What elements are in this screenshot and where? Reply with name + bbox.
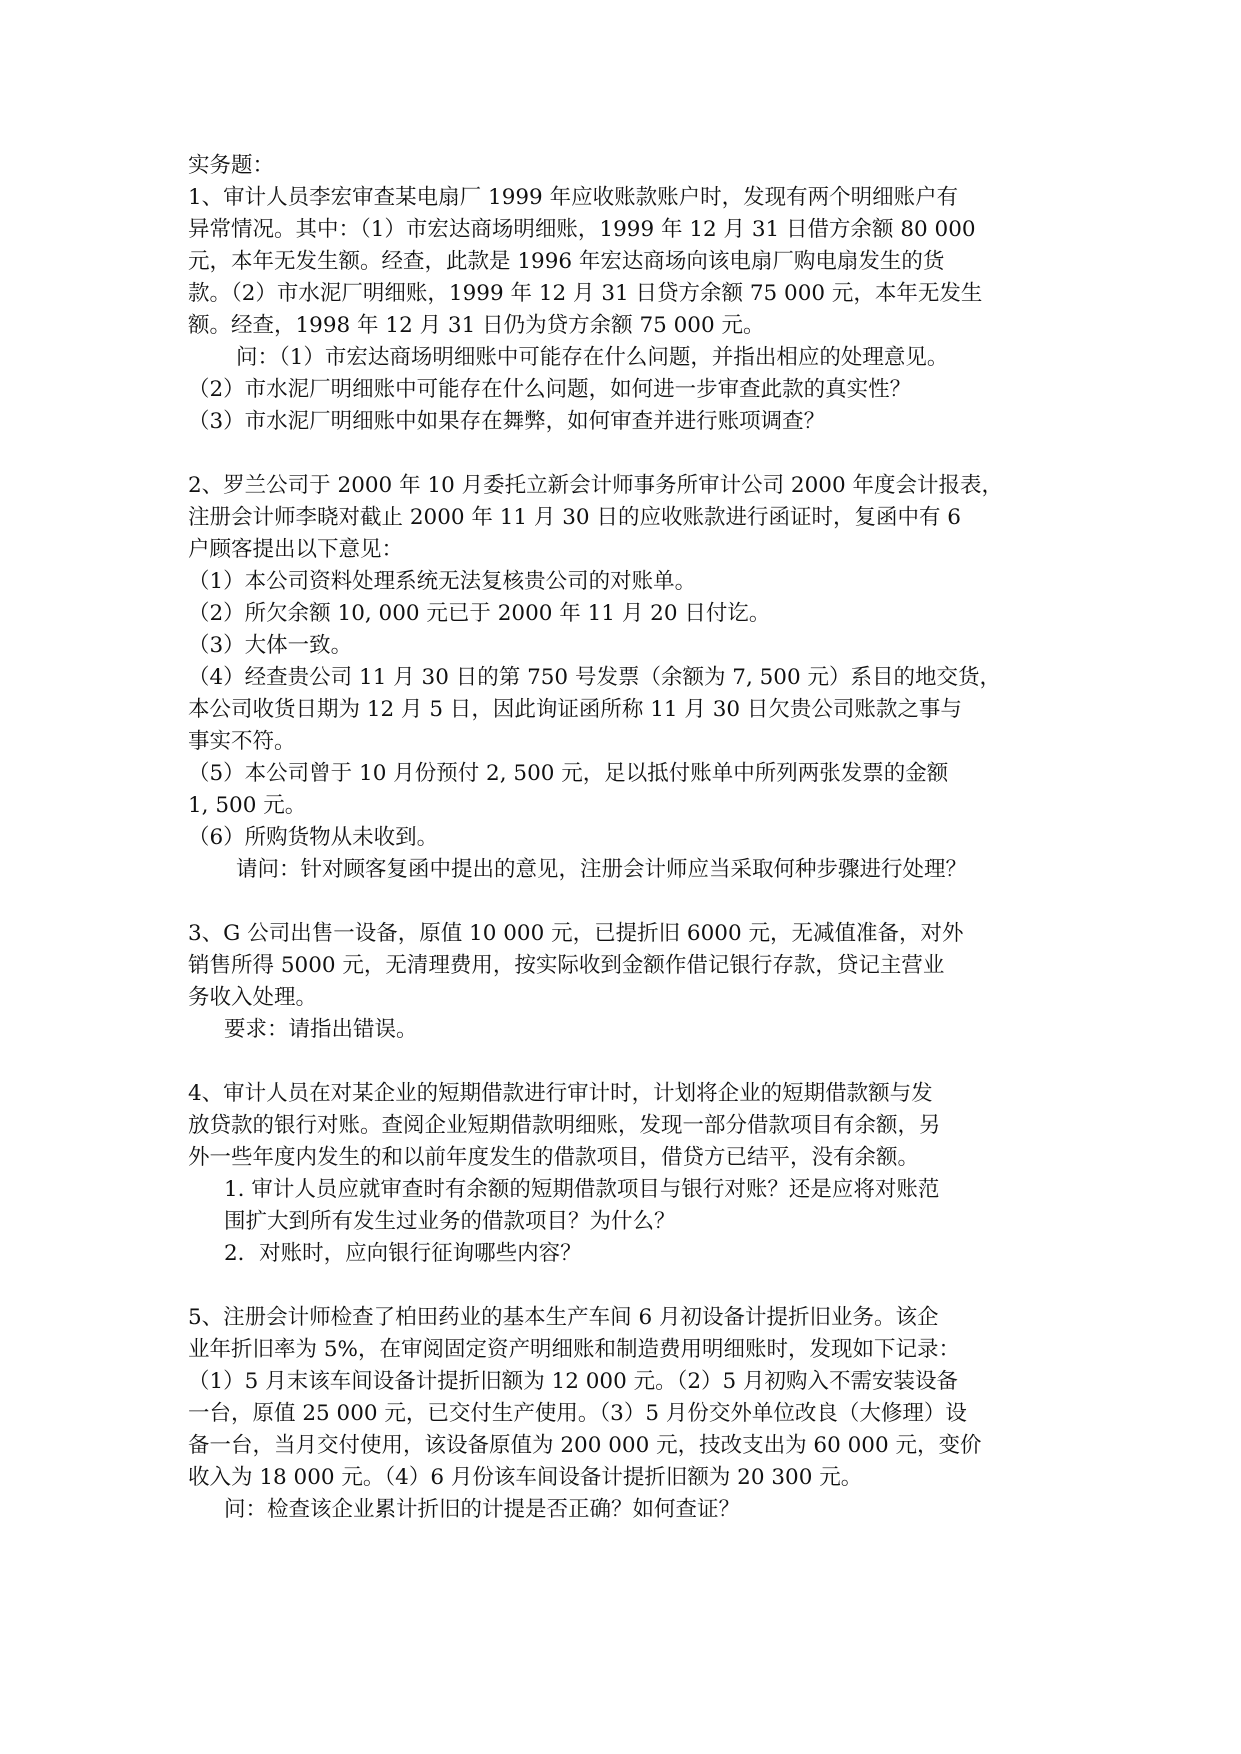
q4-sub-1: 1. 审计人员应就审查时有余额的短期借款项目与银行对账？还是应将对账范 [224, 1177, 940, 1202]
document-page [188, 150, 1058, 1526]
q4-line: 外一些年度内发生的和以前年度发生的借款项目，借贷方已结平，没有余额。 [188, 1145, 920, 1170]
q3-line: 3、G 公司出售一设备，原值 10 000 元，已提折旧 6000 元，无减值准备，对外 [188, 921, 964, 946]
q2-line: （1）本公司资料处理系统无法复核贵公司的对账单。 [188, 569, 697, 594]
q2-line: 户顾客提出以下意见： [188, 537, 404, 562]
q2-line: 注册会计师李晓对截止 2000 年 11 月 30 日的应收账款进行函证时，复函中有 6 [188, 505, 961, 530]
q4-sub-1-cont: 围扩大到所有发生过业务的借款项目？为什么？ [224, 1209, 676, 1234]
q3-line: 销售所得 5000 元，无清理费用，按实际收到金额作借记银行存款，贷记主营业 [188, 953, 945, 978]
q2-line: （6）所购货物从未收到。 [188, 825, 439, 850]
question-3 [188, 918, 1058, 1046]
q5-line: 5、注册会计师检查了柏田药业的基本生产车间 6 月初设备计提折旧业务。该企 [188, 1305, 939, 1330]
q1-line: 异常情况。其中：（1）市宏达商场明细账，1999 年 12 月 31 日借方余额 80 000 [188, 217, 976, 242]
q1-ask: 问：（1）市宏达商场明细账中可能存在什么问题，并指出相应的处理意见。 [236, 345, 949, 370]
question-4 [188, 1078, 1058, 1270]
q3-line: 务收入处理。 [188, 985, 318, 1010]
q3-ask: 要求：请指出错误。 [224, 1017, 418, 1042]
spacer [188, 438, 1058, 470]
q2-line: 本公司收货日期为 12 月 5 日，因此询证函所称 11 月 30 日欠贵公司账款之事与 [188, 697, 962, 722]
q1-line: 款。（2）市水泥厂明细账，1999 年 12 月 31 日贷方余额 75 000 元，本年无发生 [188, 281, 983, 306]
question-5 [188, 1302, 1058, 1526]
q5-line: 收入为 18 000 元。（4）6 月份该车间设备计提折旧额为 20 300 元。 [188, 1465, 863, 1490]
q1-line: 1、审计人员李宏审查某电扇厂 1999 年应收账款账户时，发现有两个明细账户有 [188, 185, 959, 210]
q2-line: 事实不符。 [188, 729, 296, 754]
q2-line: （5）本公司曾于 10 月份预付 2, 500 元，足以抵付账单中所列两张发票的金额 [188, 761, 949, 786]
doc-heading: 实务题： [188, 153, 275, 178]
q4-line: 放贷款的银行对账。查阅企业短期借款明细账，发现一部分借款项目有余额，另 [188, 1113, 941, 1138]
q2-ask: 请问：针对顾客复函中提出的意见，注册会计师应当采取何种步骤进行处理？ [236, 857, 968, 882]
q4-sub-2: 2．对账时，应向银行征询哪些内容？ [224, 1241, 582, 1266]
q2-line: （4）经查贵公司 11 月 30 日的第 750 号发票（余额为 7, 500 元）系目的地交货， [188, 665, 1001, 690]
q2-line: 2、罗兰公司于 2000 年 10 月委托立新会计师事务所审计公司 2000 年度会计报表， [188, 473, 1003, 498]
q2-line: （3）大体一致。 [188, 633, 353, 658]
q4-line: 4、审计人员在对某企业的短期借款进行审计时，计划将企业的短期借款额与发 [188, 1081, 933, 1106]
q1-ask-2: （2）市水泥厂明细账中可能存在什么问题，如何进一步审查此款的真实性？ [188, 377, 912, 402]
spacer [188, 886, 1058, 918]
q5-ask: 问：检查该企业累计折旧的计提是否正确？如何查证？ [224, 1497, 741, 1522]
q5-line: 业年折旧率为 5%，在审阅固定资产明细账和制造费用明细账时，发现如下记录： [188, 1337, 960, 1362]
q2-line: 1, 500 元。 [188, 793, 307, 818]
q5-line: 一台，原值 25 000 元，已交付生产使用。（3）5 月份交外单位改良（大修理）设 [188, 1401, 967, 1426]
question-1 [188, 182, 1058, 438]
q5-line: （1）5 月末该车间设备计提折旧额为 12 000 元。（2）5 月初购入不需安装设备 [188, 1369, 959, 1394]
q5-line: 备一台，当月交付使用，该设备原值为 200 000 元，技改支出为 60 000 元，变价 [188, 1433, 982, 1458]
spacer [188, 1046, 1058, 1078]
spacer [188, 1270, 1058, 1302]
q1-line: 元，本年无发生额。经查，此款是 1996 年宏达商场向该电扇厂购电扇发生的货 [188, 249, 945, 274]
question-2 [188, 470, 1058, 886]
q1-ask-3: （3）市水泥厂明细账中如果存在舞弊，如何审查并进行账项调查？ [188, 409, 826, 434]
q1-line: 额。经查，1998 年 12 月 31 日仍为贷方余额 75 000 元。 [188, 313, 765, 338]
q2-line: （2）所欠余额 10, 000 元已于 2000 年 11 月 20 日付讫。 [188, 601, 771, 626]
